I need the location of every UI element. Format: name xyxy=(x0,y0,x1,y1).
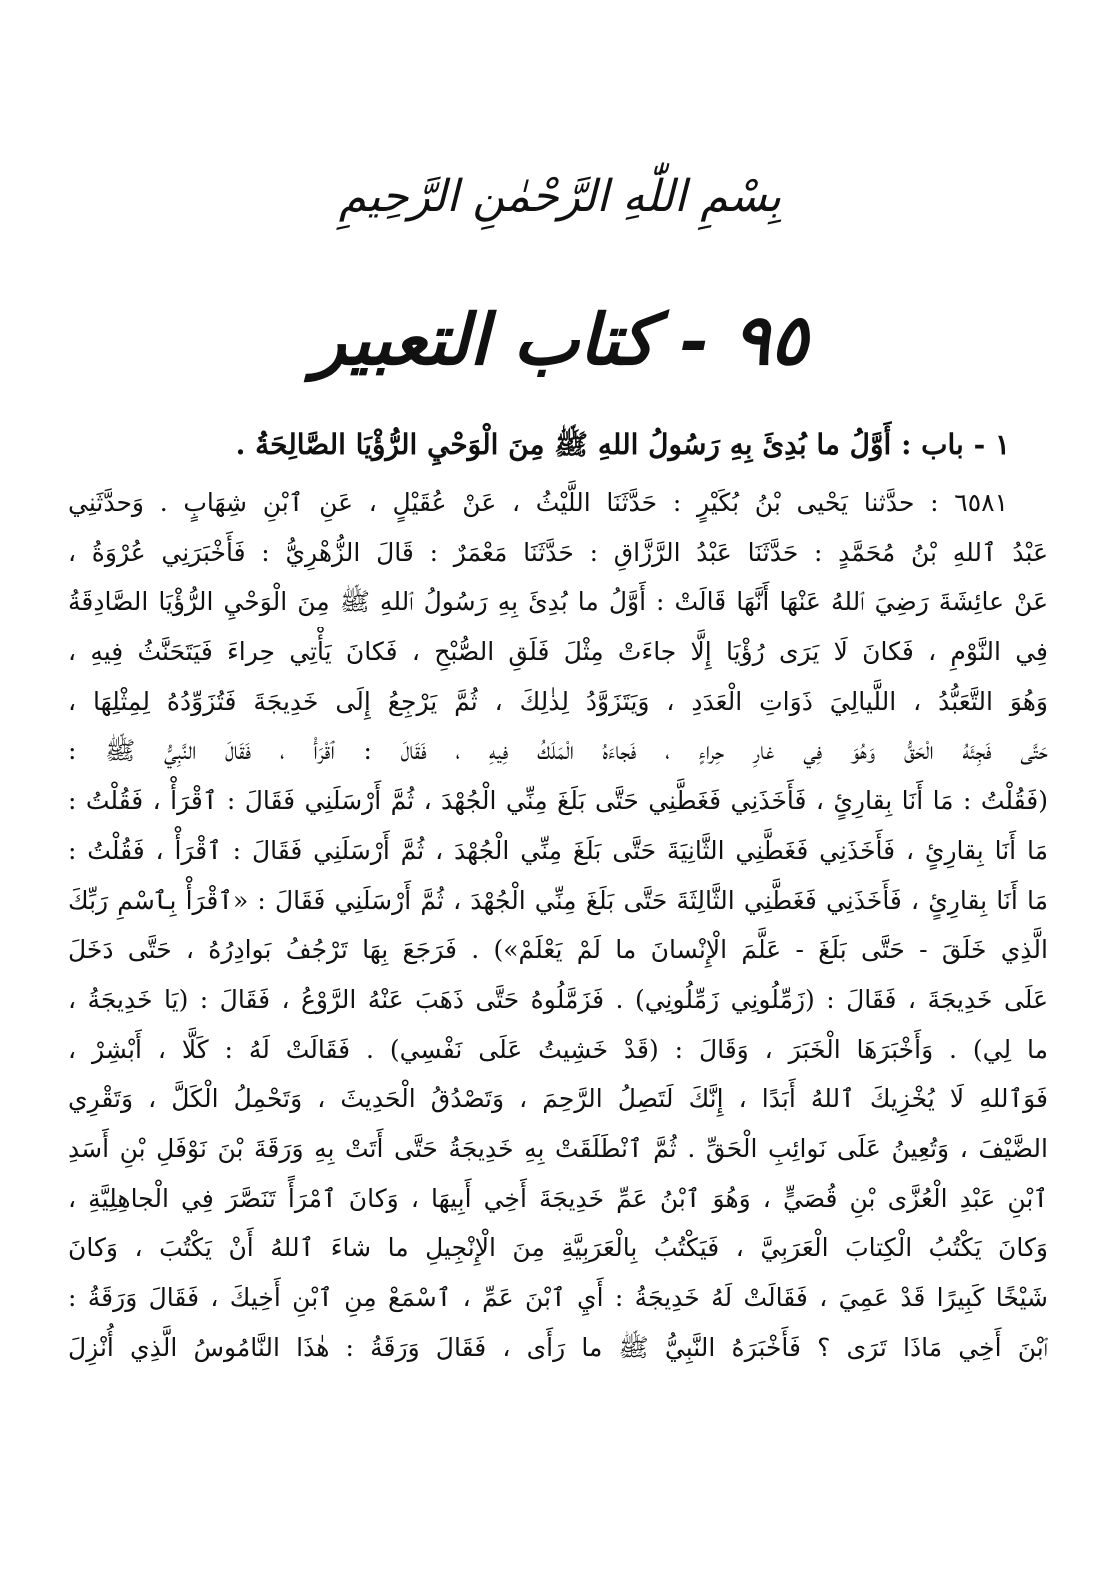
text-line: فَوَٱللهِ لَا يُخْزِيكَ ٱللهُ أَبَدًا ، إِنَّكَ لَتَصِلُ الرَّحِمَ ، وَتَصْدُقُ الْحَدِيثَ ، وَتَحْمِلُ الْكَلَّ ، وَتَقْرِي xyxy=(68,1084,1048,1114)
text-line: شَيْخًا كَبِيرًا قَدْ عَمِيَ ، فَقَالَتْ لَهُ خَدِيجَةُ : أَيِ ٱبْنَ عَمِّ ، ٱسْمَعْ مِنِ ٱبْنِ أَخِيكَ ، فَقَالَ وَرَقَةُ : xyxy=(68,1283,1048,1312)
text-line: مَا أَنَا بِقارِئٍ ، فَأَخَذَنِي فَغَطَّنِي الثَّالِثَةَ حَتَّى بَلَغَ مِنِّي الْجُهْدَ ، ثُمَّ أَرْسَلَنِي فَقَالَ : «ٱقْرَأْ بِٱسْمِ رَبِّكَ xyxy=(68,885,1048,915)
text-line: فِي النَّوْمِ ، فَكانَ لَا يَرَى رُؤْيَا إِلَّا جاءَتْ مِثْلَ فَلَقِ الصُّبْحِ ، فَكانَ يَأْتِي حِراءَ فَيَتَحَنَّثُ فِيهِ ، xyxy=(68,637,1048,667)
text-line: ٱبْنَ أَخِي مَاذَا تَرَى ؟ فَأَخْبَرَهُ النَّبِيُّ ﷺ ما رَأَى ، فَقَالَ وَرَقَةُ : هٰذَا النَّامُوسُ الَّذِي أُنْزِلَ xyxy=(68,1332,1048,1362)
book-title: ٩٥ - كتاب التعبير xyxy=(312,298,808,381)
text-line: حَتَّى فَجِئَهُ الْحَقُّ وَهُوَ فِي غارِ حِراءٍ ، فَجاءَهُ الْمَلَكُ فِيهِ ، فَقَالَ : ٱقْرَأْ ، فَقَالَ النَّبِيُّ ﷺ : xyxy=(68,736,1048,766)
text-line: ما لِي) . وَأَخْبَرَهَا الْخَبَرَ ، وَقَالَ : (قَدْ خَشِيتُ عَلَى نَفْسِي) . فَقَالَتْ لَهُ : كَلَّا ، أَبْشِرْ ، xyxy=(68,1034,1048,1064)
text-line: عَبْدُ ٱللهِ بْنُ مُحَمَّدٍ : حَدَّثَنَا عَبْدُ الرَّزَّاقِ : حَدَّثَنَا مَعْمَرٌ : قَالَ الزُّهْرِيُّ : فَأَخْبَرَنِي عُرْوَةُ ، xyxy=(68,537,1048,567)
text-line: ٦٥٨١ : حدَّثنا يَحْيى بْنُ بُكَيْرٍ : حَدَّثَنَا اللَّيْثُ ، عَنْ عُقَيْلٍ ، عَنِ ٱبْنِ شِهَابٍ . وَحدَّثَنِي xyxy=(68,488,1008,517)
text-line: مَا أَنَا بِقارِئٍ ، فَأَخَذَنِي فَغَطَّنِي الثَّانِيَةَ حَتَّى بَلَغَ مِنِّي الْجُهْدَ ، ثُمَّ أَرْسَلَنِي فَقَالَ : ٱقْرَأْ ، فَقُلْتُ : xyxy=(68,835,1048,865)
text-line: (فَقُلْتُ : مَا أَنَا بِقارِئٍ ، فَأَخَذَنِي فَغَطَّنِي حَتَّى بَلَغَ مِنِّي الْجُهْدَ ، ثُمَّ أَرْسَلَنِي فَقَالَ : ٱقْرَأْ ، فَقُلْتُ : xyxy=(68,786,1048,816)
text-line: عَلَى خَدِيجَةَ ، فَقَالَ : (زَمِّلُونِي زَمِّلُونِي) . فَزَمَّلُوهُ حَتَّى ذَهَبَ عَنْهُ الرَّوْعُ ، فَقَالَ : (يَا خَدِيجَةُ ، xyxy=(68,984,1048,1014)
text-line: الَّذِي خَلَقَ - حَتَّى بَلَغَ - عَلَّمَ الْإِنْسانَ ما لَمْ يَعْلَمْ») . فَرَجَعَ بِهَا تَرْجُفُ بَوادِرُهُ ، حَتَّى دَخَلَ xyxy=(68,935,1048,965)
text-line: ٱبْنِ عَبْدِ الْعُزَّى بْنِ قُصَيٍّ ، وَهُوَ ٱبْنُ عَمِّ خَدِيجَةَ أَخِي أَبِيهَا ، وَكانَ ٱمْرَأً تَنَصَّرَ فِي الْجاهِلِيَّةِ ، xyxy=(68,1183,1048,1213)
basmala-heading: بِسْمِ اللّٰهِ الرَّحْمٰنِ الرَّحِيمِ xyxy=(338,171,782,222)
text-line: وَهُوَ التَّعَبُّدُ ، اللَّيالِيَ ذَوَاتِ الْعَدَدِ ، وَيَتَزَوَّدُ لِذٰلِكَ ، ثُمَّ يَرْجِعُ إِلَى خَدِيجَةَ فَتُزَوِّدُهُ لِمِثْلِهَا ، xyxy=(68,686,1048,716)
chapter-heading: ١ - باب : أَوَّلُ ما بُدِئَ بِهِ رَسُولُ اللهِ ﷺ مِنَ الْوَحْيِ الرُّؤْيَا الصَّالِحَةُ . xyxy=(235,428,1010,461)
hadith-text xyxy=(68,478,1048,1372)
text-line: الضَّيْفَ ، وَتُعِينُ عَلَى نَوائِبِ الْحَقِّ . ثُمَّ ٱنْطَلَقَتْ بِهِ خَدِيجَةُ حَتَّى أَتَتْ بِهِ وَرَقَةَ بْنَ نَوْفَلِ بْنِ أَسَدِ xyxy=(68,1133,1048,1163)
text-line: وَكانَ يَكْتُبُ الْكِتابَ الْعَرَبِيَّ ، فَيَكْتُبُ بِالْعَرَبِيَّةِ مِنَ الْإِنْجِيلِ ما شاءَ ٱللهُ أَنْ يَكْتُبَ ، وَكانَ xyxy=(68,1233,1048,1263)
text-line: عَنْ عائِشَةَ رَضِيَ ٱللهُ عَنْهَا أَنَّهَا قَالَتْ : أَوَّلُ ما بُدِئَ بِهِ رَسُولُ ٱللهِ ﷺ مِنَ الْوَحْيِ الرُّؤْيَا الصَّادِقَةُ xyxy=(68,587,1048,617)
